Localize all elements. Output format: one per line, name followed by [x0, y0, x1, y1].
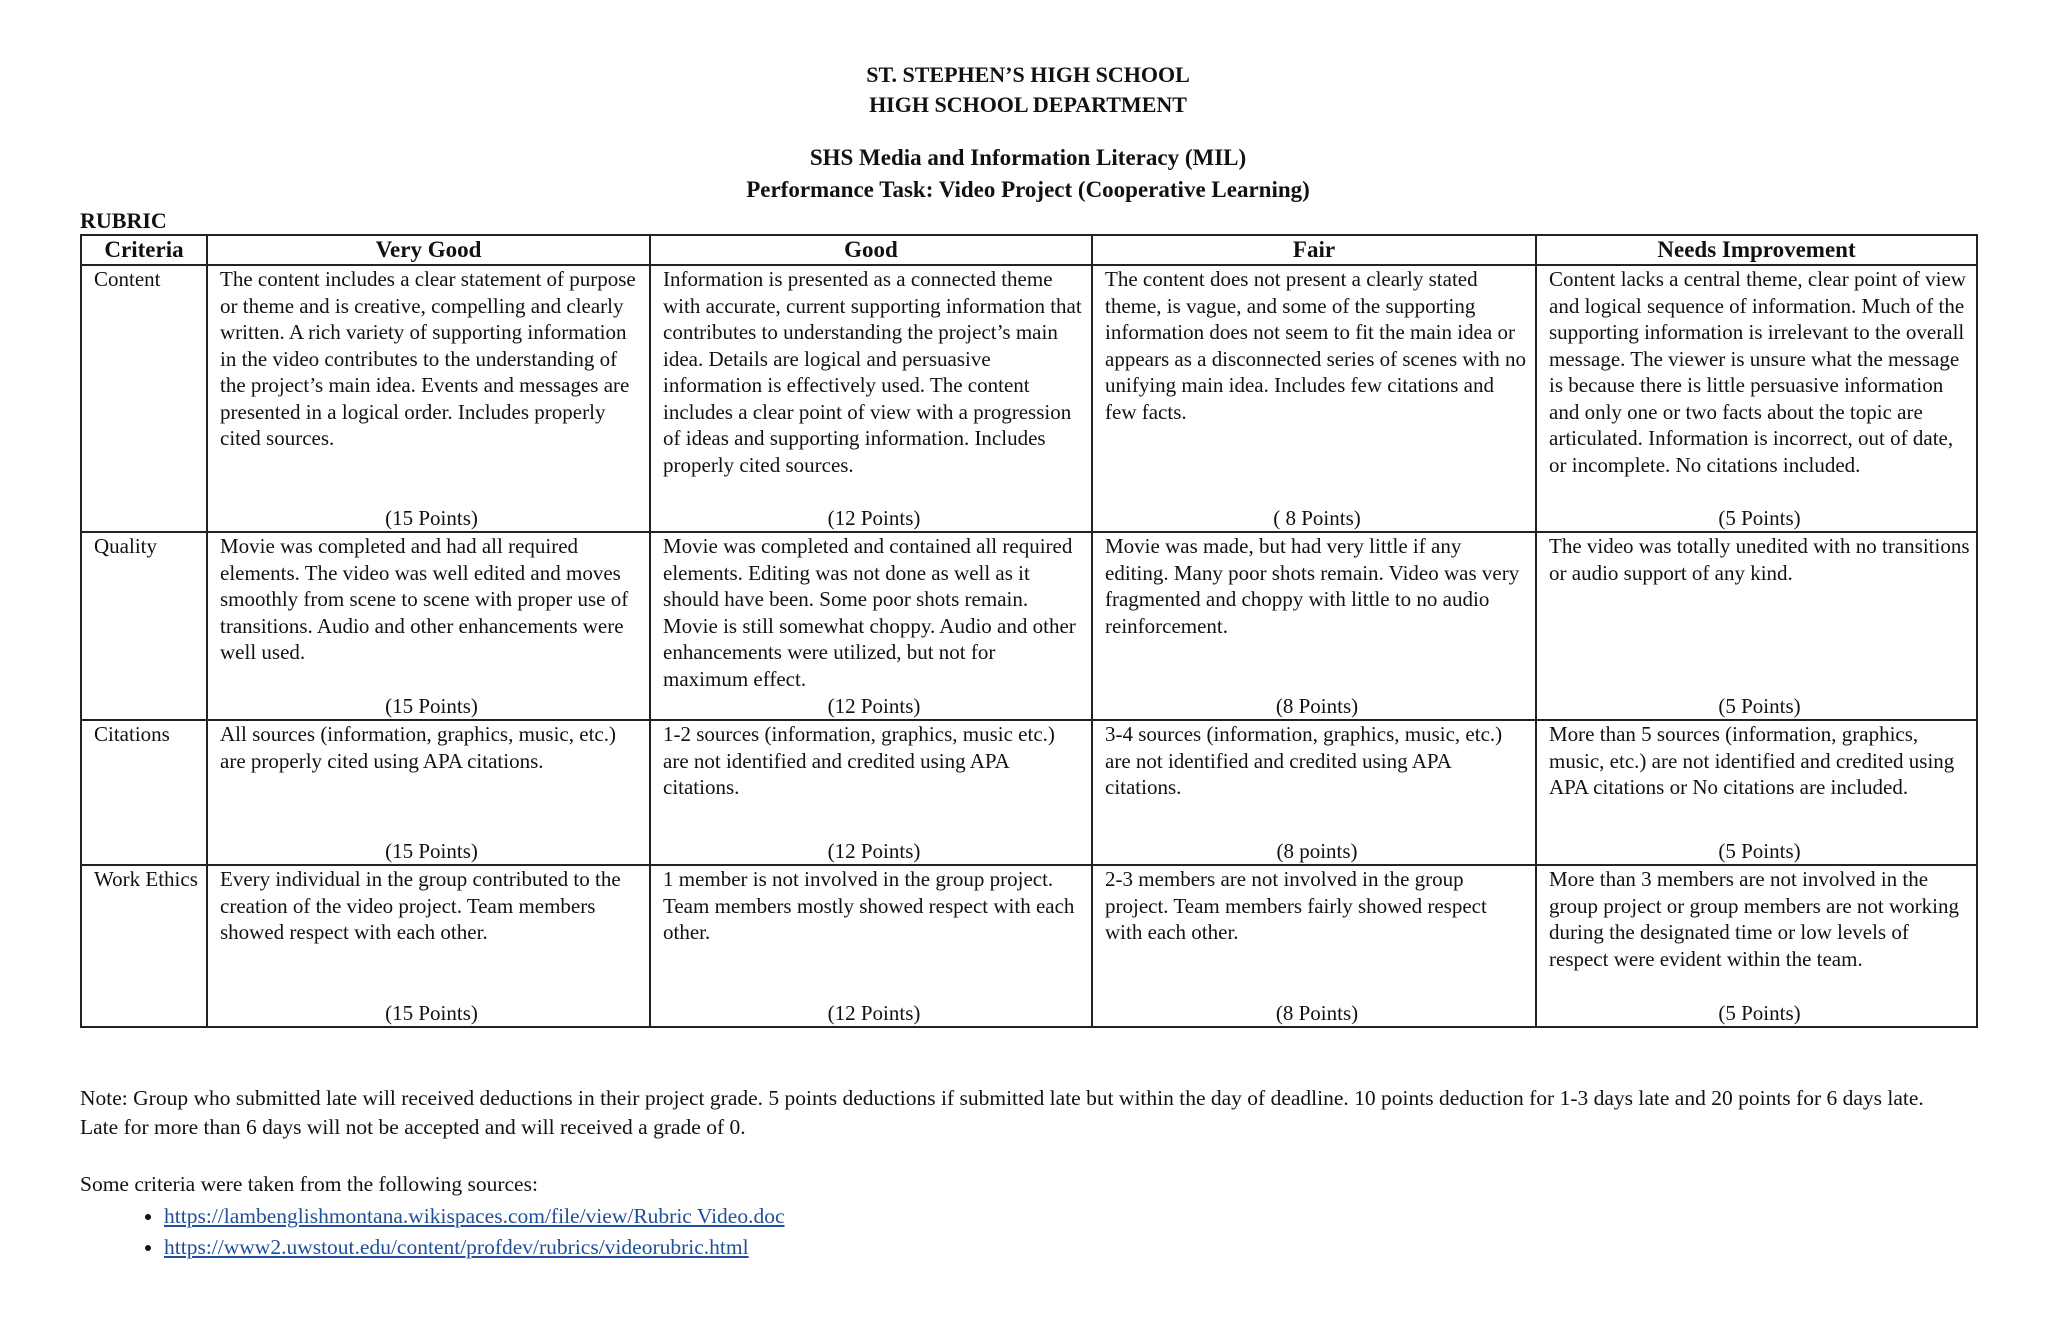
- late-submission-note: Note: Group who submitted late will received deductions in their project grade. 5 points deductions if submitted late but within the day of deadline. 10 points deduction for 1-3 days late and 20 points for 6 days late. Late for more than 6 days will not be accepted and will received a grade of 0.: [80, 1086, 1924, 1139]
- department-name: HIGH SCHOOL DEPARTMENT: [869, 92, 1187, 117]
- criterion-cell: Work Ethics: [81, 865, 207, 1027]
- task-title: Performance Task: Video Project (Cooperative Learning): [746, 177, 1310, 202]
- cell-description: More than 5 sources (information, graphics, music, etc.) are not identified and credited using APA citations or No citations are included.: [1549, 722, 1955, 799]
- cell-description: All sources (information, graphics, music, etc.) are properly cited using APA citations.: [220, 722, 616, 773]
- source-list-item: [164, 1232, 1976, 1263]
- source-list-item: [164, 1201, 1976, 1232]
- table-row: [81, 265, 1977, 532]
- rubric-cell: [1536, 265, 1977, 532]
- cell-description: 3-4 sources (information, graphics, music, etc.) are not identified and credited using APA citations.: [1105, 722, 1503, 799]
- cell-description: Movie was completed and had all required elements. The video was well edited and moves smoothly from scene to scene with proper use of transitions. Audio and other enhancements were well used.: [220, 534, 629, 664]
- cell-description: 2-3 members are not involved in the group project. Team members fairly showed respect with each other.: [1105, 867, 1487, 944]
- header-row: [81, 235, 1977, 265]
- cell-description: Every individual in the group contributed to the creation of the video project. Team members showed respect with each other.: [220, 867, 621, 944]
- cell-points: (5 Points): [1718, 693, 1801, 718]
- sources-list: [80, 1201, 1976, 1263]
- rubric-cell: [650, 265, 1092, 532]
- cell-points: (5 Points): [1718, 838, 1801, 863]
- cell-points: (15 Points): [385, 838, 478, 863]
- table-row: [81, 532, 1977, 720]
- column-header-fair: Fair: [1092, 235, 1536, 265]
- cell-description: Movie was made, but had very little if any editing. Many poor shots remain. Video was very fragmented and choppy with little to no audio reinforcement.: [1105, 534, 1520, 638]
- rubric-cell: [207, 265, 650, 532]
- course-title: SHS Media and Information Literacy (MIL): [809, 145, 1247, 170]
- cell-description: 1-2 sources (information, graphics, music etc.) are not identified and credited using APA citations.: [663, 722, 1055, 799]
- cell-points: (15 Points): [385, 505, 478, 530]
- cell-points: ( 8 Points): [1273, 505, 1361, 530]
- column-header-criteria: Criteria: [81, 235, 207, 265]
- rubric-cell: [650, 532, 1092, 720]
- criterion-cell: Citations: [81, 720, 207, 865]
- column-header-needs-improvement: Needs Improvement: [1536, 235, 1977, 265]
- cell-description: Content lacks a central theme, clear point of view and logical sequence of information. Much of the supporting information is irrelevant to the overall message. The viewer is unsure what the message is because there is little persuasive information and only one or two facts about the topic are articulated. Information is incorrect, out of date, or incomplete. No citations included.: [1549, 267, 1966, 477]
- cell-points: (12 Points): [827, 505, 921, 530]
- table-row: [81, 720, 1977, 865]
- cell-points: (12 Points): [827, 838, 921, 863]
- rubric-table: [80, 234, 1978, 1028]
- column-header-good: Good: [650, 235, 1092, 265]
- cell-points: (5 Points): [1718, 1000, 1801, 1025]
- cell-points: (15 Points): [385, 693, 478, 718]
- rubric-label: RUBRIC: [80, 208, 167, 233]
- source-link[interactable]: https://www2.uwstout.edu/content/profdev/rubrics/videorubric.html: [164, 1235, 749, 1259]
- cell-points: (8 points): [1276, 838, 1358, 863]
- document-page: [80, 60, 1976, 1263]
- cell-points: (8 Points): [1275, 1000, 1359, 1025]
- school-name: ST. STEPHEN’S HIGH SCHOOL: [866, 62, 1190, 87]
- rubric-cell: [207, 865, 650, 1027]
- cell-description: Movie was completed and contained all required elements. Editing was not done as well as it should have been. Some poor shots remain. Movie is still somewhat choppy. Audio and other enhancements were utilized, but not for maximum effect.: [663, 534, 1076, 691]
- rubric-cell: [1536, 720, 1977, 865]
- rubric-cell: [1092, 720, 1536, 865]
- criterion-cell: Content: [81, 265, 207, 532]
- cell-description: The content includes a clear statement of purpose or theme and is creative, compelling and clearly written. A rich variety of supporting information in the video contributes to the understanding of the project’s main idea. Events and messages are presented in a logical order. Includes properly cited sources.: [220, 267, 636, 450]
- rubric-cell: [1536, 865, 1977, 1027]
- cell-description: More than 3 members are not involved in the group project or group members are not working during the designated time or low levels of respect were evident within the team.: [1549, 867, 1959, 971]
- cell-description: Information is presented as a connected theme with accurate, current supporting information that contributes to understanding the project’s main idea. Details are logical and persuasive information is effectively used. The content includes a clear point of view with a progression of ideas and supporting information. Includes properly cited sources.: [663, 267, 1082, 477]
- criterion-cell: Quality: [81, 532, 207, 720]
- cell-description: 1 member is not involved in the group project. Team members mostly showed respect with each other.: [663, 867, 1075, 944]
- rubric-cell: [207, 532, 650, 720]
- document-header: [80, 60, 1976, 206]
- cell-points: (8 Points): [1275, 693, 1359, 718]
- rubric-cell: [207, 720, 650, 865]
- cell-points: (15 Points): [385, 1000, 478, 1025]
- rubric-cell: [1536, 532, 1977, 720]
- rubric-cell: [650, 865, 1092, 1027]
- cell-description: The content does not present a clearly stated theme, is vague, and some of the supporting information does not seem to fit the main idea or appears as a disconnected series of scenes with no unifying main idea. Includes few citations and few facts.: [1105, 267, 1527, 424]
- cell-points: (5 Points): [1718, 505, 1801, 530]
- cell-points: (12 Points): [827, 1000, 921, 1025]
- rubric-cell: [1092, 265, 1536, 532]
- source-link[interactable]: https://lambenglishmontana.wikispaces.com/file/view/Rubric Video.doc: [164, 1204, 785, 1228]
- rubric-cell: [1092, 865, 1536, 1027]
- column-header-very-good: Very Good: [207, 235, 650, 265]
- rubric-cell: [650, 720, 1092, 865]
- rubric-cell: [1092, 532, 1536, 720]
- cell-description: The video was totally unedited with no transitions or audio support of any kind.: [1549, 534, 1970, 585]
- table-row: [81, 865, 1977, 1027]
- cell-points: (12 Points): [827, 693, 921, 718]
- sources-intro: Some criteria were taken from the following sources:: [80, 1172, 538, 1196]
